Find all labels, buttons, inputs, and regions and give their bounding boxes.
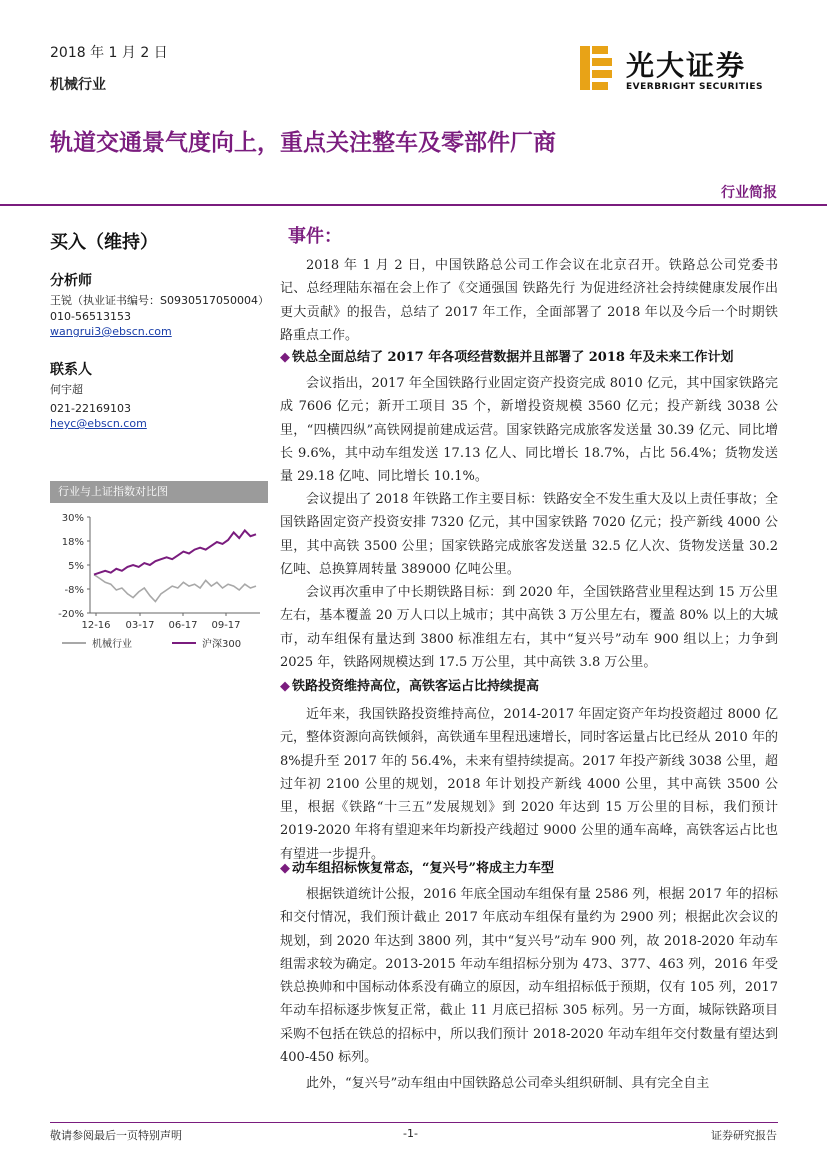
- page-number: -1-: [403, 1127, 418, 1140]
- industry-label: 机械行业: [50, 77, 106, 93]
- contact-heading: 联系人: [50, 362, 92, 378]
- event-heading: 事件：: [288, 226, 342, 247]
- diamond-bullet-icon: ◆: [280, 350, 290, 365]
- y-tick-label: -8%: [64, 585, 84, 596]
- logo-chinese-name: 光大证券: [626, 49, 747, 82]
- footer-report-label: 证券研究报告: [711, 1129, 777, 1142]
- x-tick-label: 03-17: [125, 620, 155, 631]
- header-divider: [0, 204, 827, 206]
- paragraph-6: 此外，“复兴号”动车组由中国铁路总公司牵头组织研制、具有完全自主: [306, 1076, 710, 1091]
- y-tick-label: 5%: [68, 561, 84, 572]
- section-bullet-1-text: 铁总全面总结了 2017 年各项经营数据并且部署了 2018 年及未来工作计划: [292, 350, 734, 365]
- x-tick-label: 06-17: [168, 620, 198, 631]
- report-type-label: 行业简报: [721, 185, 777, 201]
- rating-label: 买入（维持）: [50, 232, 158, 253]
- report-date: 2018 年 1 月 2 日: [50, 45, 168, 61]
- footer-disclaimer: 敬请参阅最后一页特别声明: [50, 1129, 182, 1142]
- paragraph-4: 近年来，我国铁路投资维持高位，2014-2017 年固定资产年均投资超过 8000 亿元，整体资源向高铁倾斜，高铁通车里程迅速增长，同时客运量占比已经从 2010 年的 8%提升至 2017 年的 56.4%，未来有望持续提高。2017 年投产新线 3038 公里，超过年初 2100 公里的规划，2018 年计划投产新线 4000 公里，其中高铁 3500 公里，根据《铁路“十三五”发展规划》到 2020 年达到 15 万公里的目标，我们预计 2019-2020 年将有望迎来年均新投产线超过 9000 公里的通车高峰，高铁客运占比也有望进一步提升。: [280, 707, 778, 862]
- everbright-logo: [580, 44, 780, 98]
- contact-phone: 021-22169103: [50, 402, 131, 415]
- y-tick-label: -20%: [58, 609, 84, 620]
- paragraph-3: 会议再次重申了中长期铁路目标：到 2020 年，全国铁路营业里程达到 15 万公里左右，基本覆盖 20 万人口以上城市；其中高铁 3 万公里左右，覆盖 80% 以上的大城市，动车组保有量达到 3800 标准组左右，其中“复兴号”动车 900 组以上；力争到 2025 年，铁路网规模达到 17.5 万公里，其中高铁 3.8 万公里。: [280, 585, 778, 670]
- diamond-bullet-icon: ◆: [280, 679, 290, 694]
- paragraph-2: 会议提出了 2018 年铁路工作主要目标：铁路安全不发生重大及以上责任事故；全国铁路固定资产投资安排 7320 亿元，其中国家铁路 7020 亿元；投产新线 4000 公里，其中高铁 3500 公里；国家铁路完成旅客发送量 32.5 亿人次、货物发送量 30.2 亿吨、总换算周转量 389000 亿吨公里。: [280, 492, 778, 577]
- contact-name: 何宇超: [50, 383, 83, 396]
- paragraph-1: 会议指出，2017 年全国铁路行业固定资产投资完成 8010 亿元，其中国家铁路完成 7606 亿元；新开工项目 35 个，新增投资规模 3560 亿元；投产新线 3038 公里，“四横四纵”高铁网提前建成运营。国家铁路完成旅客发送量 30.39 亿元、同比增长 9.6%，其中动车组发送 17.13 亿人、同比增长 18.7%，占比 56.4%；货物发送量 29.18 亿吨、同比增长 10.1%。: [280, 376, 778, 485]
- series-line-csi300: [94, 530, 256, 574]
- section-bullet-2-text: 铁路投资维持高位，高铁客运占比持续提高: [292, 679, 540, 694]
- analyst-name: 王锐（执业证书编号：S0930517050004）: [50, 294, 269, 307]
- footer-divider: [50, 1122, 778, 1123]
- x-tick-label: 12-16: [81, 620, 111, 631]
- section-bullet-3: [280, 860, 778, 878]
- report-title: 轨道交通景气度向上，重点关注整车及零部件厂商: [50, 130, 556, 156]
- paragraph-5: 根据铁道统计公报，2016 年底全国动车组保有量 2586 列，根据 2017 年的招标和交付情况，我们预计截止 2017 年底动车组保有量约为 2900 列；根据此次会议的规划，到 2020 年达到 3800 列，其中“复兴号”动车 900 列，故 2018-2020 年动车组需求较为确定。2013-2015 年动车组招标分别为 473、377、463 列，2016 年受铁总换帅和中国标动体系没有确立的原因，动车组招标低于预期，仅有 105 列，2017 年动车招标逐步恢复正常，截止 11 月底已招标 305 标列。另一方面，城际铁路项目采购不包括在铁总的招标中，所以我们预计 2018-2020 年动车组年交付数量有望达到 400-450 标列。: [280, 887, 778, 1066]
- series-line-machinery: [94, 575, 256, 602]
- legend-label: 机械行业: [92, 639, 132, 650]
- logo-mark-icon: [580, 46, 612, 90]
- section-bullet-2: [280, 678, 778, 696]
- analyst-email-link[interactable]: wangrui3@ebscn.com: [50, 325, 172, 338]
- analyst-phone: 010-56513153: [50, 310, 131, 323]
- industry-vs-index-chart: [50, 505, 268, 665]
- legend-label: 沪深300: [202, 639, 242, 650]
- chart-title: 行业与上证指数对比图: [50, 481, 268, 503]
- contact-email-link[interactable]: heyc@ebscn.com: [50, 417, 147, 430]
- diamond-bullet-icon: ◆: [280, 861, 290, 876]
- logo-english-name: EVERBRIGHT SECURITIES: [626, 82, 763, 92]
- y-tick-label: 30%: [61, 513, 84, 524]
- analyst-heading: 分析师: [50, 273, 92, 289]
- section-bullet-3-text: 动车组招标恢复常态，“复兴号”将成主力车型: [292, 861, 554, 876]
- intro-paragraph: 2018 年 1 月 2 日，中国铁路总公司工作会议在北京召开。铁路总公司党委书记、总经理陆东福在会上作了《交通强国 铁路先行 为促进经济社会持续健康发展作出更大贡献》的报告，总结了 2017 年工作，全面部署了 2018 年以及今后一个时期铁路重点工作。: [280, 258, 778, 343]
- x-tick-label: 09-17: [211, 620, 241, 631]
- y-tick-label: 18%: [61, 537, 84, 548]
- section-bullet-1: [280, 349, 778, 367]
